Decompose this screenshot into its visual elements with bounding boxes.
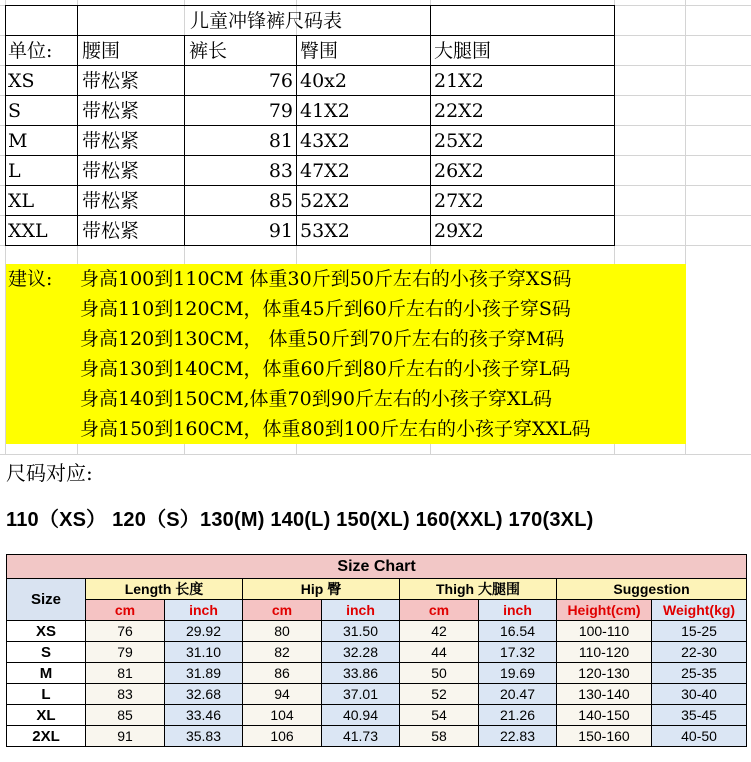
suggestion-highlight [6,264,686,444]
row-size: XL [8,190,35,212]
hip-inch-cell: 31.50 [322,621,400,642]
size-cell: S [7,642,86,663]
hip-inch-cell: 40.94 [322,705,400,726]
row-length: 76 [268,70,293,92]
row-size: S [8,100,22,122]
row-size: M [8,130,28,152]
suggestion-line: 身高100到110CM 体重30斤到50斤左右的小孩子穿XS码 [80,268,572,290]
size-chart-row [7,705,747,726]
row-thigh: 21X2 [434,70,484,92]
unit-header: inch [322,600,400,621]
thigh-cm-cell: 52 [400,684,479,705]
length-inch-cell: 33.46 [165,705,243,726]
sheet-title: 儿童冲锋裤尺码表 [190,10,343,32]
row-size: L [8,160,21,182]
suggestion-line: 身高130到140CM，体重60斤到80斤左右的小孩子穿L码 [80,358,571,380]
row-thigh: 27X2 [434,190,484,212]
length-inch-cell: 31.10 [165,642,243,663]
size-column-header: Size [7,579,86,621]
thigh-inch-cell: 16.54 [479,621,557,642]
suggestion-line: 身高150到160CM，体重80到100斤左右的小孩子穿XXL码 [80,418,591,440]
unit-header: cm [400,600,479,621]
size-correspondence-line: 110（XS） 120（S）130(M) 140(L) 150(XL) 160(XXL) 170(3XL) [6,509,594,531]
header-unit: 单位: [8,40,53,62]
row-waist: 带松紧 [82,100,140,122]
row-hip: 52X2 [300,190,350,212]
weight-cell: 15-25 [652,621,747,642]
row-size: XXL [8,220,48,242]
thigh-inch-cell: 22.83 [479,726,557,747]
row-waist: 带松紧 [82,160,140,182]
height-cell: 130-140 [557,684,652,705]
hip-cm-cell: 94 [243,684,322,705]
size-chart-table [6,554,747,747]
thigh-cm-cell: 42 [400,621,479,642]
group-header-length: Length 长度 [86,579,243,600]
hip-cm-cell: 104 [243,705,322,726]
size-chart-title: Size Chart [7,555,747,579]
row-size: XS [8,70,35,92]
hip-cm-cell: 106 [243,726,322,747]
header-waist: 腰围 [82,40,121,62]
suggestion-line: 身高140到150CM,体重70到90斤左右的小孩子穿XL码 [80,388,553,410]
row-hip: 41X2 [300,100,350,122]
row-waist: 带松紧 [82,220,140,242]
unit-header: Height(cm) [557,600,652,621]
thigh-inch-cell: 21.26 [479,705,557,726]
group-header-suggestion: Suggestion [557,579,747,600]
group-header-thigh: Thigh 大腿围 [400,579,557,600]
header-length: 裤长 [189,40,228,62]
row-length: 79 [268,100,293,122]
thigh-inch-cell: 20.47 [479,684,557,705]
unit-header: Weight(kg) [652,600,747,621]
thigh-inch-cell: 19.69 [479,663,557,684]
height-cell: 120-130 [557,663,652,684]
length-inch-cell: 29.92 [165,621,243,642]
row-waist: 带松紧 [82,70,140,92]
thigh-cm-cell: 58 [400,726,479,747]
row-hip: 40x2 [300,70,347,92]
weight-cell: 22-30 [652,642,747,663]
unit-header: cm [243,600,322,621]
unit-header: inch [165,600,243,621]
hip-cm-cell: 80 [243,621,322,642]
size-chart-row [7,684,747,705]
row-hip: 53X2 [300,220,350,242]
hip-cm-cell: 86 [243,663,322,684]
size-correspondence-label: 尺码对应: [6,461,93,485]
unit-header: cm [86,600,165,621]
hip-inch-cell: 41.73 [322,726,400,747]
length-cm-cell: 81 [86,663,165,684]
length-cm-cell: 85 [86,705,165,726]
length-inch-cell: 32.68 [165,684,243,705]
hip-cm-cell: 82 [243,642,322,663]
size-cell: XS [7,621,86,642]
row-thigh: 25X2 [434,130,484,152]
size-chart-row [7,726,747,747]
row-length: 81 [268,130,293,152]
row-length: 85 [268,190,293,212]
size-cell: M [7,663,86,684]
size-chart-row [7,663,747,684]
hip-inch-cell: 37.01 [322,684,400,705]
size-chart-row [7,621,747,642]
row-hip: 47X2 [300,160,350,182]
row-waist: 带松紧 [82,190,140,212]
hip-inch-cell: 33.86 [322,663,400,684]
length-cm-cell: 76 [86,621,165,642]
thigh-inch-cell: 17.32 [479,642,557,663]
length-cm-cell: 83 [86,684,165,705]
length-inch-cell: 35.83 [165,726,243,747]
size-cell: 2XL [7,726,86,747]
row-length: 91 [268,220,293,242]
row-thigh: 26X2 [434,160,484,182]
weight-cell: 30-40 [652,684,747,705]
suggestion-label: 建议: [8,268,53,290]
row-waist: 带松紧 [82,130,140,152]
hip-inch-cell: 32.28 [322,642,400,663]
thigh-cm-cell: 54 [400,705,479,726]
height-cell: 100-110 [557,621,652,642]
height-cell: 110-120 [557,642,652,663]
header-hip: 臀围 [300,40,339,62]
row-thigh: 29X2 [434,220,484,242]
height-cell: 150-160 [557,726,652,747]
weight-cell: 25-35 [652,663,747,684]
size-cell: XL [7,705,86,726]
unit-header: inch [479,600,557,621]
length-cm-cell: 79 [86,642,165,663]
length-cm-cell: 91 [86,726,165,747]
header-thigh: 大腿围 [434,40,492,62]
size-cell: L [7,684,86,705]
size-chart-row [7,642,747,663]
suggestion-line: 身高110到120CM，体重45斤到60斤左右的小孩子穿S码 [80,298,571,320]
row-hip: 43X2 [300,130,350,152]
weight-cell: 40-50 [652,726,747,747]
thigh-cm-cell: 50 [400,663,479,684]
row-thigh: 22X2 [434,100,484,122]
thigh-cm-cell: 44 [400,642,479,663]
length-inch-cell: 31.89 [165,663,243,684]
group-header-hip: Hip 臀 [243,579,400,600]
height-cell: 140-150 [557,705,652,726]
suggestion-line: 身高120到130CM， 体重50斤到70斤左右的孩子穿M码 [80,328,565,350]
row-length: 83 [268,160,293,182]
weight-cell: 35-45 [652,705,747,726]
